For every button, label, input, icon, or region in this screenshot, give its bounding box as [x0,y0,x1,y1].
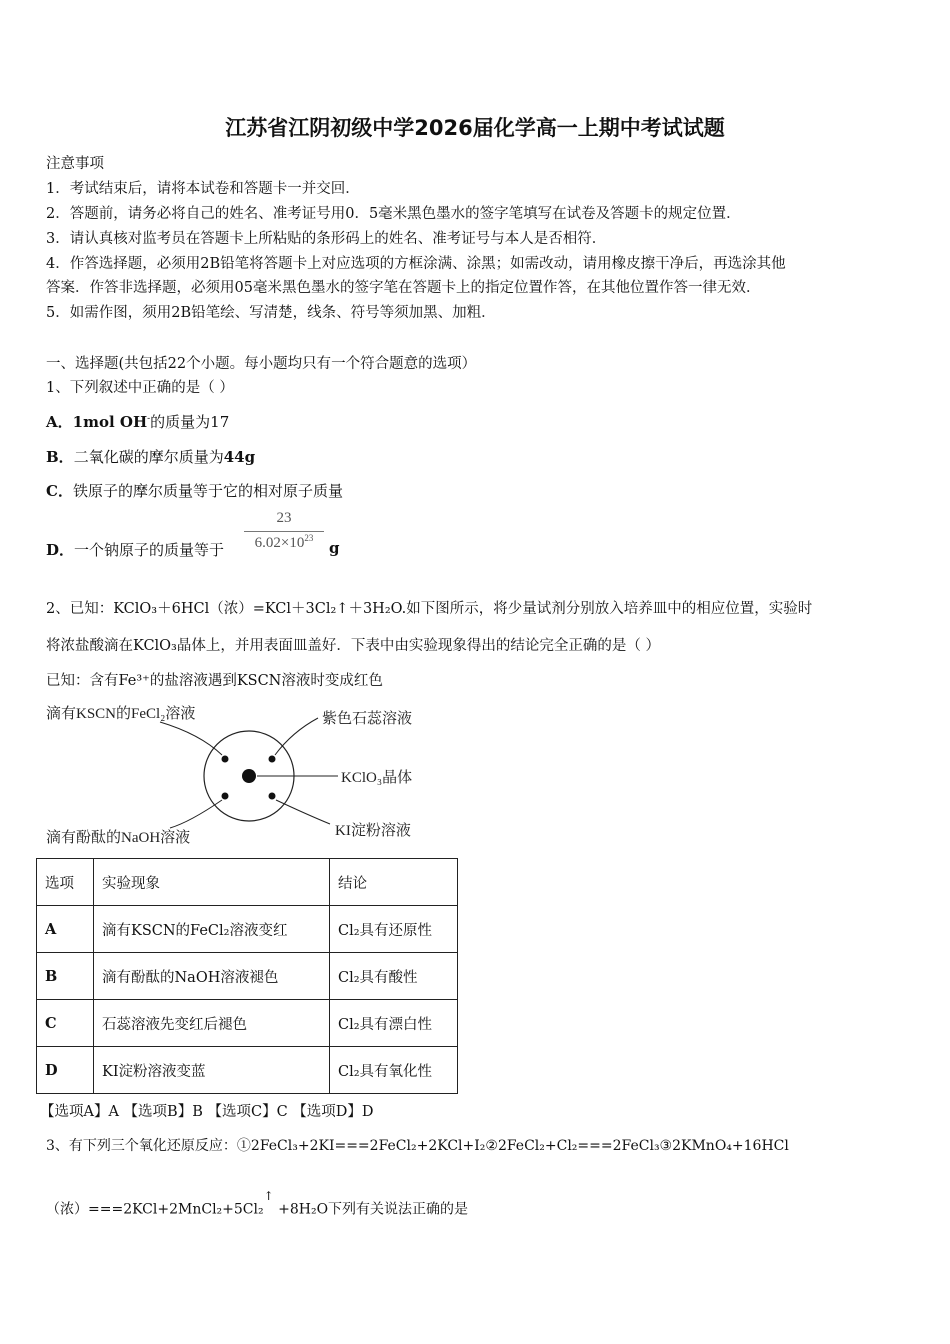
drop-litmus [269,756,276,763]
option-text: 铁原子的摩尔质量等于它的相对原子质量 [72,482,343,500]
denominator-exponent: 23 [304,533,314,543]
mass-fraction [244,510,324,552]
table-cell: KI淀粉溶液变蓝 [94,1047,330,1094]
fraction-numerator: 23 [276,510,292,526]
option-label: C． [46,482,73,500]
option-label: D． [46,541,75,559]
table-cell: 石蕊溶液先变红后褪色 [94,1000,330,1047]
page-title: 江苏省江阴初级中学2026届化学高一上期中考试试题 [225,116,725,140]
q1-option-b [46,446,255,467]
option-value: 44g [223,448,256,466]
table-cell: D [37,1047,94,1094]
table-row [37,1047,458,1094]
drop-naoh [222,793,229,800]
header-cell: 选项 [37,859,94,906]
notice-item-3: 3．请认真核对监考员在答题卡上所粘贴的条形码上的姓名、准考证号与本人是否相符． [46,231,607,247]
table-row [37,906,458,953]
q2-line-3: 已知：含有Fe³⁺的盐溶液遇到KSCN溶液时变成红色 [46,673,383,689]
fraction-denominator [244,533,324,552]
label-kscn-fecl2: 滴有KSCN的FeCl₂溶液 [46,706,196,722]
q1-option-a [46,411,229,432]
table-cell: 滴有酚酞的NaOH溶液褪色 [94,953,330,1000]
q2-answer-options: 【选项A】A 【选项B】B 【选项C】C 【选项D】D [40,1104,374,1120]
option-text: 二氧化碳的摩尔质量为 [73,448,224,466]
option-text: 的质量为17 [150,413,230,431]
option-text: 一个钠原子的质量等于 [74,541,225,559]
header-cell: 结论 [330,859,458,906]
notice-item-4: 4．作答选择题，必须用2B铅笔将答题卡上对应选项的方框涂满、涂黑；如需改动，请用橡皮擦干净后，再选涂其他 [46,256,786,272]
petri-dish-diagram [40,700,460,856]
label-ki-starch: KI淀粉溶液 [335,823,411,839]
superscript: - [147,414,151,424]
table-header-row [37,859,458,906]
header-cell: 实验现象 [94,859,330,906]
unit-g: g [329,539,340,557]
q1-option-c [46,480,343,501]
leader-ki [276,800,330,824]
table-cell: Cl₂具有漂白性 [330,1000,458,1047]
kclo3-crystal [242,769,256,783]
notice-item-5: 5．如需作图，须用2B铅笔绘、写清楚，线条、符号等须加黑、加粗． [46,305,496,321]
notice-item-1: 1．考试结束后，请将本试卷和答题卡一并交回． [46,181,360,197]
q2-line-1: 2、已知：KClO₃＋6HCl（浓）=KCl＋3Cl₂↑＋3H₂O.如下图所示，将少量试剂分别放入培养皿中的相应位置，实验时 [46,601,813,617]
table-cell: A [37,906,94,953]
drop-ki [269,793,276,800]
q1-option-d [46,539,224,560]
notice-heading: 注意事项 [46,156,104,172]
label-litmus: 紫色石蕊溶液 [322,711,413,727]
q3-line-2 [46,1189,469,1219]
table-cell: Cl₂具有酸性 [330,953,458,1000]
q1-stem: 1、下列叙述中正确的是（ ） [46,380,234,396]
option-text: 1mol OH [72,413,148,431]
leader-litmus [275,718,318,755]
table-cell: 滴有KSCN的FeCl₂溶液变红 [94,906,330,953]
q3-text: +8H₂O下列有关说法正确的是 [273,1201,469,1218]
notice-item-2: 2．答题前，请务必将自己的姓名、准考证号用0．5毫米黑色墨水的签字笔填写在试卷及答题卡的规定位置． [46,206,741,222]
q3-line-1: 3、有下列三个氧化还原反应：①2FeCl₃+2KI===2FeCl₂+2KCl+I₂②2FeCl₂+Cl₂===2FeCl₃③2KMnO₄+16HCl [46,1138,789,1154]
option-label: A． [46,413,73,431]
table-cell: Cl₂具有氧化性 [330,1047,458,1094]
experiment-table [36,858,458,1094]
table-row [37,1000,458,1047]
denominator-base: 6.02×10 [254,535,305,551]
label-naoh-phenolphthalein: 滴有酚酞的NaOH溶液 [46,830,191,846]
q3-text: （浓）===2KCl+2MnCl₂+5Cl₂ [46,1201,264,1218]
label-kclo3: KClO₃晶体 [341,770,413,786]
table-cell: Cl₂具有还原性 [330,906,458,953]
q2-line-2: 将浓盐酸滴在KClO₃晶体上，并用表面皿盖好．下表中由实验现象得出的结论完全正确的是（ ） [46,638,660,654]
table-row [37,953,458,1000]
gas-arrow: ↑ [263,1189,274,1203]
option-label: B． [46,448,74,466]
section-heading: 一、选择题(共包括22个小题。每小题均只有一个符合题意的选项） [46,356,477,372]
notice-item-4-cont: 答案．作答非选择题，必须用05毫米黑色墨水的签字笔在答题卡上的指定位置作答，在其他位置作答一律无效． [46,280,761,296]
table-cell: B [37,953,94,1000]
fraction-bar [244,531,324,532]
table-cell: C [37,1000,94,1047]
drop-fecl2 [222,756,229,763]
